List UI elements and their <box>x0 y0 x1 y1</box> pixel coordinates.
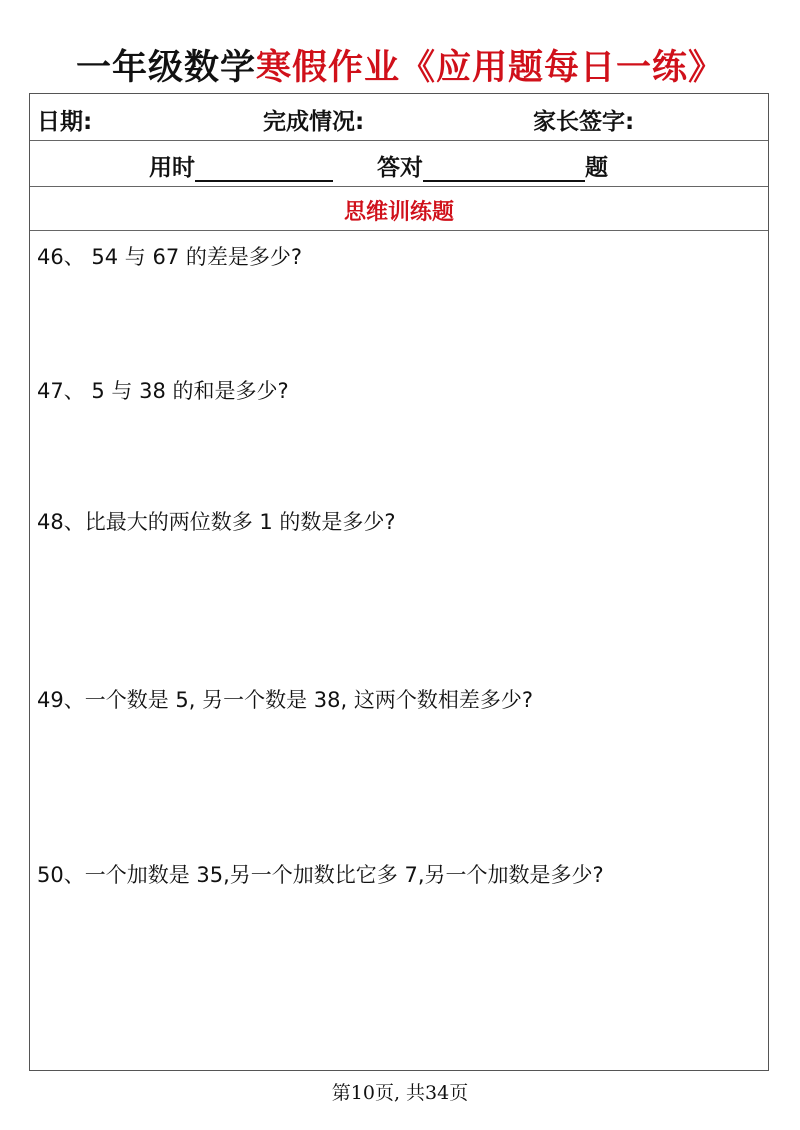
score-row <box>30 141 768 187</box>
question-47: 47、 5 与 38 的和是多少? <box>37 379 289 403</box>
parent-sign-label: 家长签字: <box>533 109 635 135</box>
title-black-part: 一年级数学 <box>75 48 256 88</box>
date-label: 日期: <box>37 109 93 135</box>
time-label: 用时 <box>149 155 195 181</box>
status-label: 完成情况: <box>263 109 365 135</box>
time-blank[interactable] <box>195 156 333 182</box>
question-49: 49、一个数是 5, 另一个数是 38, 这两个数相差多少? <box>37 688 534 712</box>
question-50: 50、一个加数是 35,另一个加数比它多 7,另一个加数是多少? <box>37 863 604 887</box>
section-header-row <box>30 187 768 231</box>
page-title <box>0 40 800 90</box>
page-number: 第10页, 共34页 <box>331 1082 469 1104</box>
section-title: 思维训练题 <box>343 200 454 225</box>
correct-blank[interactable] <box>423 156 585 182</box>
title-red-part: 寒假作业《应用题每日一练》 <box>256 48 725 88</box>
question-46: 46、 54 与 67 的差是多少? <box>37 245 303 269</box>
question-48: 48、比最大的两位数多 1 的数是多少? <box>37 510 396 534</box>
correct-label: 答对 <box>377 155 423 181</box>
question-unit: 题 <box>585 155 608 181</box>
info-row <box>30 94 768 141</box>
worksheet <box>29 93 769 1071</box>
